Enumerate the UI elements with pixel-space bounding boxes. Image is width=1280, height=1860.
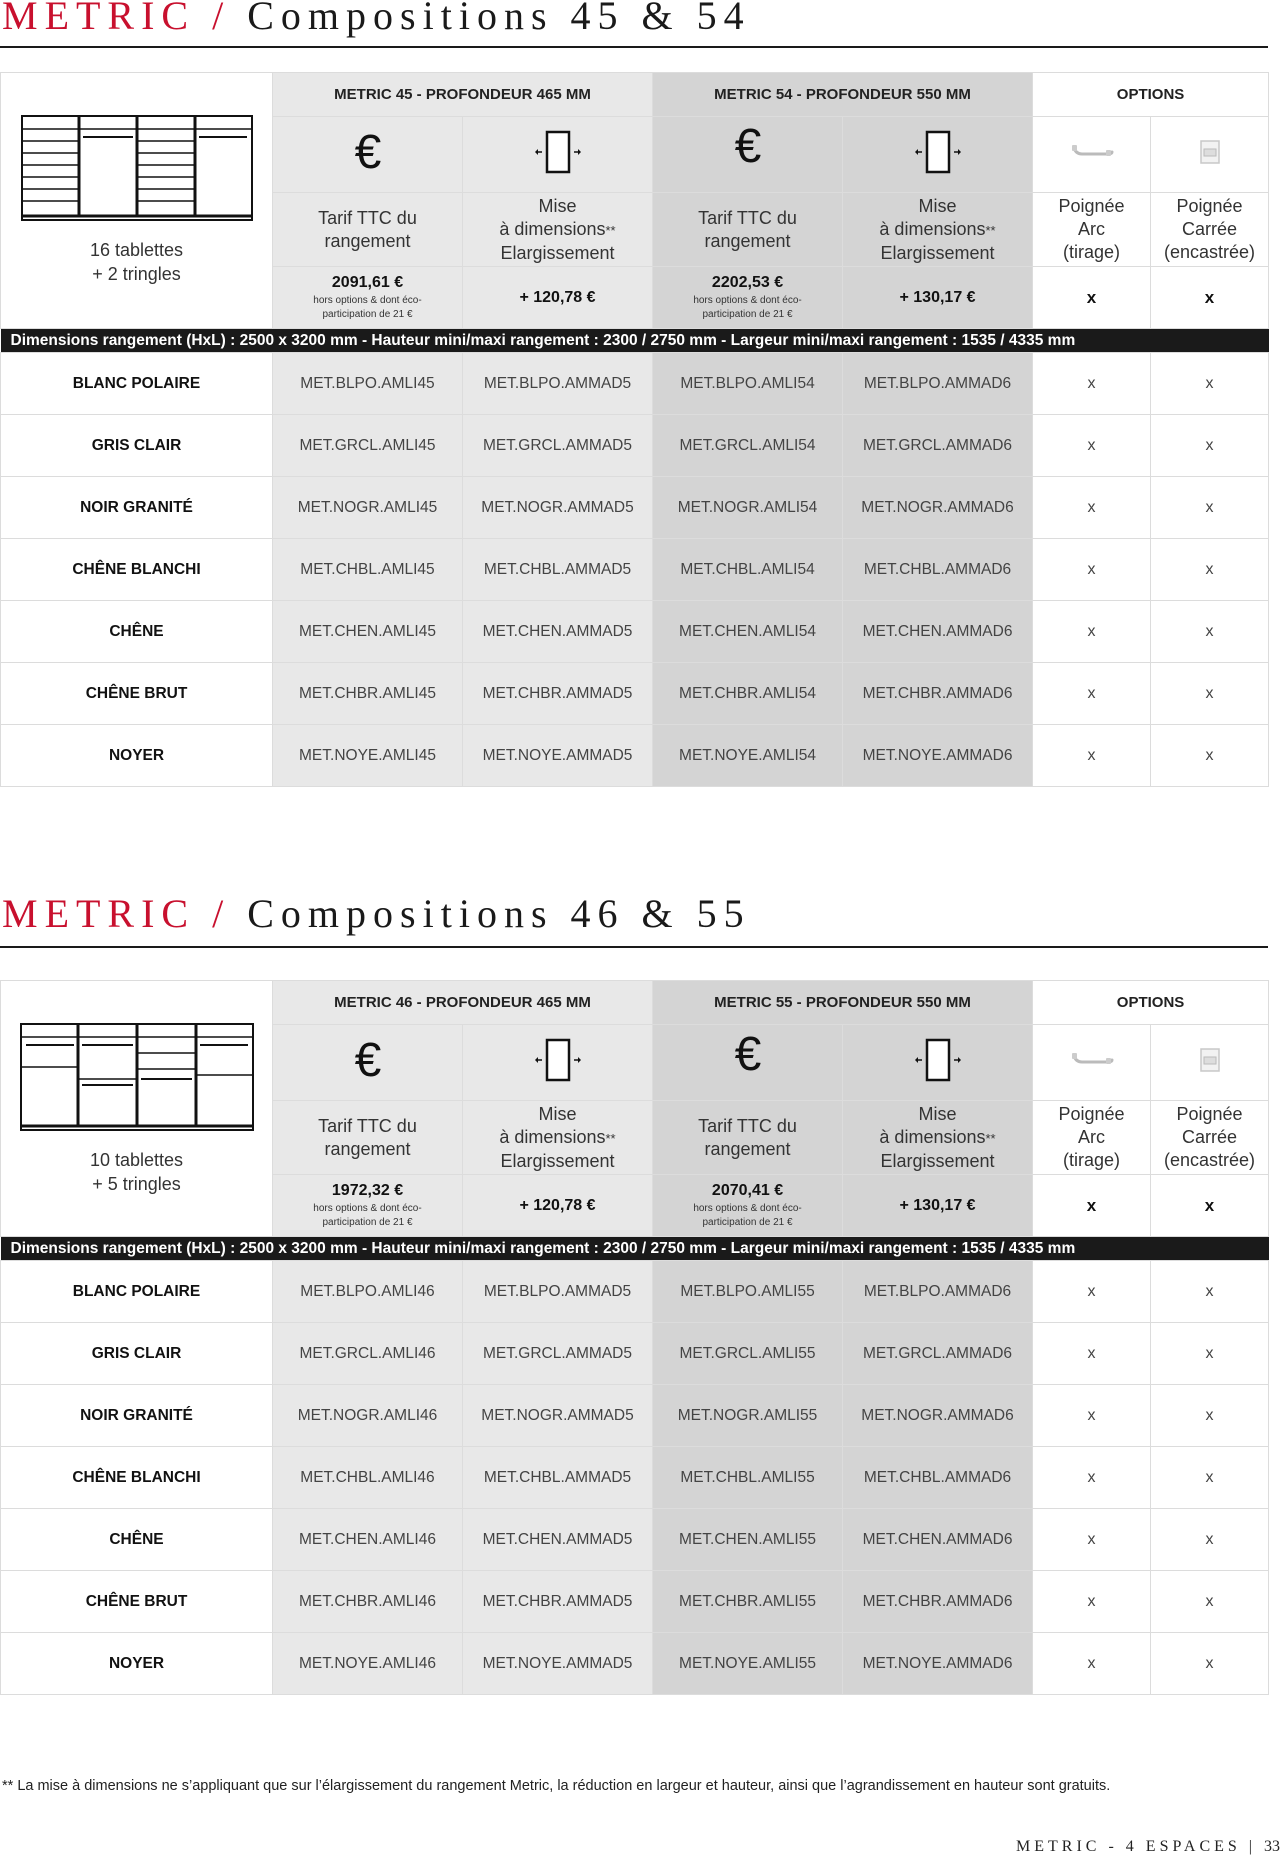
option-mark: x xyxy=(1151,725,1269,787)
option-mark: x xyxy=(1033,267,1151,329)
square-handle-label-line2: Carrée xyxy=(1182,219,1238,239)
resize-label-line1: Mise xyxy=(538,1103,577,1124)
ref-cell: MET.CHEN.AMLI54 xyxy=(653,601,843,663)
ref-cell: MET.GRCL.AMLI45 xyxy=(273,415,463,477)
resize-label-line3: Elargissement xyxy=(500,242,615,263)
resize-label-line2: à dimensions xyxy=(879,1126,986,1147)
option-mark: x xyxy=(1151,1323,1269,1385)
icon-cell xyxy=(273,117,463,193)
ref-cell: MET.BLPO.AMLI46 xyxy=(273,1261,463,1323)
price-label xyxy=(653,1101,843,1175)
square-handle-label xyxy=(1151,1101,1269,1175)
arc-handle-icon xyxy=(1070,1048,1114,1072)
section-title xyxy=(2,890,751,937)
page-number: 33 xyxy=(1264,1838,1280,1855)
title-brand: METRIC xyxy=(2,0,196,38)
resize-label-line1: Mise xyxy=(918,1103,957,1124)
table-row xyxy=(1,601,1269,663)
resize-label-line2: à dimensions xyxy=(879,218,986,239)
price-label xyxy=(653,193,843,267)
option-mark: x xyxy=(1033,477,1151,539)
ref-cell: MET.CHBR.AMLI46 xyxy=(273,1571,463,1633)
icon-cell xyxy=(1033,117,1151,193)
resize-label xyxy=(843,193,1033,267)
square-handle-label-line1: Poignée xyxy=(1176,1104,1243,1124)
recessed-handle-icon xyxy=(1198,139,1222,165)
table-row xyxy=(1,1261,1269,1323)
dimensions-bar: Dimensions rangement (HxL) : 2500 x 3200 mm - Hauteur mini/maxi rangement : 2300 / 2750 mm - Largeur mini/maxi rangement : 1535 / 4335 mm xyxy=(1,1237,1269,1261)
option-mark: x xyxy=(1151,1633,1269,1695)
section-title xyxy=(2,0,751,39)
ref-cell: MET.NOGR.AMLI46 xyxy=(273,1385,463,1447)
resize-price: + 130,17 € xyxy=(843,1175,1033,1237)
arc-handle-label-line1: Poignée xyxy=(1058,196,1125,216)
price-cell xyxy=(273,267,463,329)
ref-cell: MET.NOGR.AMMAD6 xyxy=(843,477,1033,539)
ref-cell: MET.GRCL.AMMAD5 xyxy=(463,415,653,477)
dimensions-bar: Dimensions rangement (HxL) : 2500 x 3200 mm - Hauteur mini/maxi rangement : 2300 / 2750 mm - Largeur mini/maxi rangement : 1535 / 4335 mm xyxy=(1,329,1269,353)
wardrobe-16-shelves-icon xyxy=(21,115,253,221)
price-value: 2202,53 € xyxy=(711,273,784,291)
finish-name: BLANC POLAIRE xyxy=(1,353,273,415)
finish-name: GRIS CLAIR xyxy=(1,415,273,477)
table-row xyxy=(1,353,1269,415)
ref-cell: MET.NOGR.AMMAD5 xyxy=(463,477,653,539)
price-note: hors options & dont éco-participation de 21 € xyxy=(313,1202,422,1228)
finish-name: NOYER xyxy=(1,725,273,787)
option-mark: x xyxy=(1033,1633,1151,1695)
finish-name: NOIR GRANITÉ xyxy=(1,1385,273,1447)
square-handle-label-line2: Carrée xyxy=(1182,1127,1238,1147)
finish-name: NOIR GRANITÉ xyxy=(1,477,273,539)
ref-cell: MET.NOGR.AMMAD5 xyxy=(463,1385,653,1447)
option-mark: x xyxy=(1151,477,1269,539)
price-label xyxy=(273,193,463,267)
ref-cell: MET.BLPO.AMMAD5 xyxy=(463,353,653,415)
option-mark: x xyxy=(1151,353,1269,415)
group-header-options: OPTIONS xyxy=(1033,981,1269,1025)
title-brand: METRIC xyxy=(2,891,196,936)
resize-price: + 120,78 € xyxy=(463,1175,653,1237)
option-mark: x xyxy=(1151,663,1269,725)
title-subtitle: Compositions 46 & 55 xyxy=(247,891,751,936)
group-header-550: METRIC 55 - PROFONDEUR 550 MM xyxy=(653,981,1033,1025)
option-mark: x xyxy=(1151,1509,1269,1571)
icon-cell xyxy=(843,117,1033,193)
option-mark: x xyxy=(1033,1175,1151,1237)
resize-label-line2: à dimensions xyxy=(499,218,606,239)
square-handle-label xyxy=(1151,193,1269,267)
ref-cell: MET.CHEN.AMMAD5 xyxy=(463,1509,653,1571)
price-note: hors options & dont éco-participation de 21 € xyxy=(693,1202,802,1228)
price-note: hors options & dont éco-participation de 21 € xyxy=(693,294,802,320)
price-label-text: Tarif TTC du rangement xyxy=(698,1115,797,1159)
ref-cell: MET.CHBL.AMLI55 xyxy=(653,1447,843,1509)
option-mark: x xyxy=(1033,1385,1151,1447)
finish-name: CHÊNE xyxy=(1,1509,273,1571)
finish-name: BLANC POLAIRE xyxy=(1,1261,273,1323)
option-mark: x xyxy=(1151,1385,1269,1447)
icon-cell xyxy=(653,117,843,193)
resize-price: + 120,78 € xyxy=(463,267,653,329)
arc-handle-label-line3: (tirage) xyxy=(1063,1150,1121,1170)
ref-cell: MET.CHBL.AMMAD5 xyxy=(463,539,653,601)
finish-name: CHÊNE BLANCHI xyxy=(1,539,273,601)
ref-cell: MET.BLPO.AMLI45 xyxy=(273,353,463,415)
ref-cell: MET.NOYE.AMLI54 xyxy=(653,725,843,787)
door-resize-icon xyxy=(535,1036,581,1084)
resize-label xyxy=(843,1101,1033,1175)
ref-cell: MET.BLPO.AMMAD6 xyxy=(843,353,1033,415)
ref-cell: MET.NOYE.AMMAD6 xyxy=(843,725,1033,787)
table-row xyxy=(1,539,1269,601)
title-separator: / xyxy=(212,0,231,38)
icon-cell xyxy=(1151,117,1269,193)
resize-label xyxy=(463,1101,653,1175)
ref-cell: MET.GRCL.AMMAD5 xyxy=(463,1323,653,1385)
ref-cell: MET.BLPO.AMLI54 xyxy=(653,353,843,415)
title-subtitle: Compositions 45 & 54 xyxy=(247,0,751,38)
table-row xyxy=(1,663,1269,725)
resize-label-line1: Mise xyxy=(918,195,957,216)
resize-price: + 130,17 € xyxy=(843,267,1033,329)
euro-icon xyxy=(728,128,768,176)
price-cell xyxy=(273,1175,463,1237)
ref-cell: MET.NOYE.AMLI45 xyxy=(273,725,463,787)
ref-cell: MET.CHBR.AMLI55 xyxy=(653,1571,843,1633)
ref-cell: MET.BLPO.AMMAD5 xyxy=(463,1261,653,1323)
option-mark: x xyxy=(1033,1571,1151,1633)
ref-cell: MET.CHEN.AMMAD6 xyxy=(843,1509,1033,1571)
table-row xyxy=(1,1633,1269,1695)
wardrobe-10-shelves-icon xyxy=(20,1023,254,1131)
ref-cell: MET.NOYE.AMLI46 xyxy=(273,1633,463,1695)
option-mark: x xyxy=(1151,415,1269,477)
option-mark: x xyxy=(1151,1447,1269,1509)
arc-handle-label-line2: Arc xyxy=(1078,219,1106,239)
door-resize-icon xyxy=(915,128,961,176)
euro-icon xyxy=(348,128,388,176)
svg-text:€: € xyxy=(354,1036,381,1084)
storage-caption xyxy=(1,238,272,286)
ref-cell: MET.BLPO.AMLI55 xyxy=(653,1261,843,1323)
storage-rails: + 5 tringles xyxy=(92,1174,181,1194)
square-handle-label-line3: (encastrée) xyxy=(1164,242,1256,262)
option-mark: x xyxy=(1033,353,1151,415)
price-cell xyxy=(653,267,843,329)
resize-label-line3: Elargissement xyxy=(880,1150,995,1171)
price-value: 2091,61 € xyxy=(331,273,404,291)
page-footer xyxy=(1016,1838,1280,1856)
storage-illustration xyxy=(1,981,273,1237)
ref-cell: MET.CHBR.AMLI54 xyxy=(653,663,843,725)
option-mark: x xyxy=(1033,1509,1151,1571)
ref-cell: MET.CHBL.AMLI46 xyxy=(273,1447,463,1509)
ref-cell: MET.CHBR.AMMAD5 xyxy=(463,1571,653,1633)
option-mark: x xyxy=(1033,1447,1151,1509)
title-rule xyxy=(0,946,1268,948)
ref-cell: MET.NOGR.AMMAD6 xyxy=(843,1385,1033,1447)
finish-name: CHÊNE BRUT xyxy=(1,663,273,725)
price-note: hors options & dont éco-participation de 21 € xyxy=(313,294,422,320)
square-handle-label-line1: Poignée xyxy=(1176,196,1243,216)
option-mark: x xyxy=(1151,1175,1269,1237)
icon-cell xyxy=(463,117,653,193)
icon-cell xyxy=(1151,1025,1269,1101)
icon-cell xyxy=(463,1025,653,1101)
euro-icon xyxy=(348,1036,388,1084)
composition-table xyxy=(0,72,1269,787)
title-separator: / xyxy=(212,891,231,936)
ref-cell: MET.CHEN.AMLI45 xyxy=(273,601,463,663)
option-mark: x xyxy=(1033,1323,1151,1385)
square-handle-label-line3: (encastrée) xyxy=(1164,1150,1256,1170)
icon-cell xyxy=(653,1025,843,1101)
ref-cell: MET.GRCL.AMMAD6 xyxy=(843,415,1033,477)
footnote: ** La mise à dimensions ne s’appliquant que sur l’élargissement du rangement Metric, la réduction en largeur et hauteur, ainsi que l’agrandissement en hauteur sont gratuits. xyxy=(2,1778,1111,1794)
arc-handle-label xyxy=(1033,1101,1151,1175)
price-label xyxy=(273,1101,463,1175)
option-mark: x xyxy=(1033,1261,1151,1323)
group-header-550: METRIC 54 - PROFONDEUR 550 MM xyxy=(653,73,1033,117)
price-value: 2070,41 € xyxy=(711,1181,784,1199)
table-row xyxy=(1,415,1269,477)
ref-cell: MET.NOYE.AMLI55 xyxy=(653,1633,843,1695)
footnote-marker: ** xyxy=(605,1130,616,1146)
finish-name: GRIS CLAIR xyxy=(1,1323,273,1385)
ref-cell: MET.NOGR.AMLI54 xyxy=(653,477,843,539)
table-row xyxy=(1,477,1269,539)
table-row xyxy=(1,1323,1269,1385)
ref-cell: MET.NOGR.AMLI45 xyxy=(273,477,463,539)
footnote-marker: ** xyxy=(985,1130,996,1146)
icon-cell xyxy=(843,1025,1033,1101)
svg-text:€: € xyxy=(354,128,381,176)
price-value: 1972,32 € xyxy=(331,1181,404,1199)
ref-cell: MET.GRCL.AMMAD6 xyxy=(843,1323,1033,1385)
storage-shelves: 16 tablettes xyxy=(89,240,184,260)
finish-name: CHÊNE xyxy=(1,601,273,663)
table-row xyxy=(1,1385,1269,1447)
resize-label-line1: Mise xyxy=(538,195,577,216)
ref-cell: MET.CHEN.AMLI55 xyxy=(653,1509,843,1571)
ref-cell: MET.CHEN.AMMAD6 xyxy=(843,601,1033,663)
ref-cell: MET.CHBL.AMLI45 xyxy=(273,539,463,601)
price-cell xyxy=(653,1175,843,1237)
recessed-handle-icon xyxy=(1198,1047,1222,1073)
ref-cell: MET.GRCL.AMLI46 xyxy=(273,1323,463,1385)
arc-handle-label-line1: Poignée xyxy=(1058,1104,1125,1124)
resize-label xyxy=(463,193,653,267)
ref-cell: MET.CHBR.AMLI45 xyxy=(273,663,463,725)
ref-cell: MET.CHBL.AMLI54 xyxy=(653,539,843,601)
arc-handle-icon xyxy=(1070,140,1114,164)
ref-cell: MET.CHBL.AMMAD6 xyxy=(843,539,1033,601)
ref-cell: MET.NOYE.AMMAD5 xyxy=(463,725,653,787)
ref-cell: MET.NOYE.AMMAD6 xyxy=(843,1633,1033,1695)
option-mark: x xyxy=(1033,725,1151,787)
arc-handle-label-line3: (tirage) xyxy=(1063,242,1121,262)
resize-label-line3: Elargissement xyxy=(880,242,995,263)
door-resize-icon xyxy=(915,1036,961,1084)
arc-handle-label-line2: Arc xyxy=(1078,1127,1106,1147)
resize-label-line2: à dimensions xyxy=(499,1126,606,1147)
storage-rails: + 2 tringles xyxy=(92,264,181,284)
table-row xyxy=(1,1447,1269,1509)
option-mark: x xyxy=(1151,539,1269,601)
icon-cell xyxy=(1033,1025,1151,1101)
finish-name: CHÊNE BRUT xyxy=(1,1571,273,1633)
option-mark: x xyxy=(1151,1261,1269,1323)
resize-label-line3: Elargissement xyxy=(500,1150,615,1171)
option-mark: x xyxy=(1033,601,1151,663)
ref-cell: MET.CHBR.AMMAD6 xyxy=(843,663,1033,725)
option-mark: x xyxy=(1151,601,1269,663)
title-rule xyxy=(0,46,1268,48)
ref-cell: MET.CHEN.AMMAD5 xyxy=(463,601,653,663)
footnote-marker: ** xyxy=(985,222,996,238)
ref-cell: MET.BLPO.AMMAD6 xyxy=(843,1261,1033,1323)
group-header-options: OPTIONS xyxy=(1033,73,1269,117)
footnote-marker: ** xyxy=(605,222,616,238)
option-mark: x xyxy=(1033,539,1151,601)
ref-cell: MET.CHEN.AMLI46 xyxy=(273,1509,463,1571)
door-resize-icon xyxy=(535,128,581,176)
icon-cell xyxy=(273,1025,463,1101)
footer-text: METRIC - 4 ESPACES xyxy=(1016,1838,1241,1855)
table-row xyxy=(1,1509,1269,1571)
ref-cell: MET.CHBR.AMMAD5 xyxy=(463,663,653,725)
option-mark: x xyxy=(1033,415,1151,477)
ref-cell: MET.GRCL.AMLI54 xyxy=(653,415,843,477)
ref-cell: MET.CHBL.AMMAD5 xyxy=(463,1447,653,1509)
ref-cell: MET.NOYE.AMMAD5 xyxy=(463,1633,653,1695)
ref-cell: MET.CHBR.AMMAD6 xyxy=(843,1571,1033,1633)
option-mark: x xyxy=(1151,267,1269,329)
svg-text:€: € xyxy=(734,1036,761,1081)
euro-icon xyxy=(728,1036,768,1084)
ref-cell: MET.GRCL.AMLI55 xyxy=(653,1323,843,1385)
price-label-text: Tarif TTC du rangement xyxy=(698,207,797,251)
table-row xyxy=(1,725,1269,787)
footer-separator: | xyxy=(1248,1838,1256,1855)
arc-handle-label xyxy=(1033,193,1151,267)
storage-shelves: 10 tablettes xyxy=(89,1150,184,1170)
option-mark: x xyxy=(1033,663,1151,725)
price-label-text: Tarif TTC du rangement xyxy=(318,207,417,251)
table-row xyxy=(1,1571,1269,1633)
svg-text:€: € xyxy=(734,128,761,173)
finish-name: NOYER xyxy=(1,1633,273,1695)
group-header-465: METRIC 45 - PROFONDEUR 465 MM xyxy=(273,73,653,117)
ref-cell: MET.CHBL.AMMAD6 xyxy=(843,1447,1033,1509)
finish-name: CHÊNE BLANCHI xyxy=(1,1447,273,1509)
storage-caption xyxy=(1,1148,272,1196)
ref-cell: MET.NOGR.AMLI55 xyxy=(653,1385,843,1447)
price-label-text: Tarif TTC du rangement xyxy=(318,1115,417,1159)
group-header-465: METRIC 46 - PROFONDEUR 465 MM xyxy=(273,981,653,1025)
composition-table xyxy=(0,980,1269,1695)
storage-illustration xyxy=(1,73,273,329)
option-mark: x xyxy=(1151,1571,1269,1633)
